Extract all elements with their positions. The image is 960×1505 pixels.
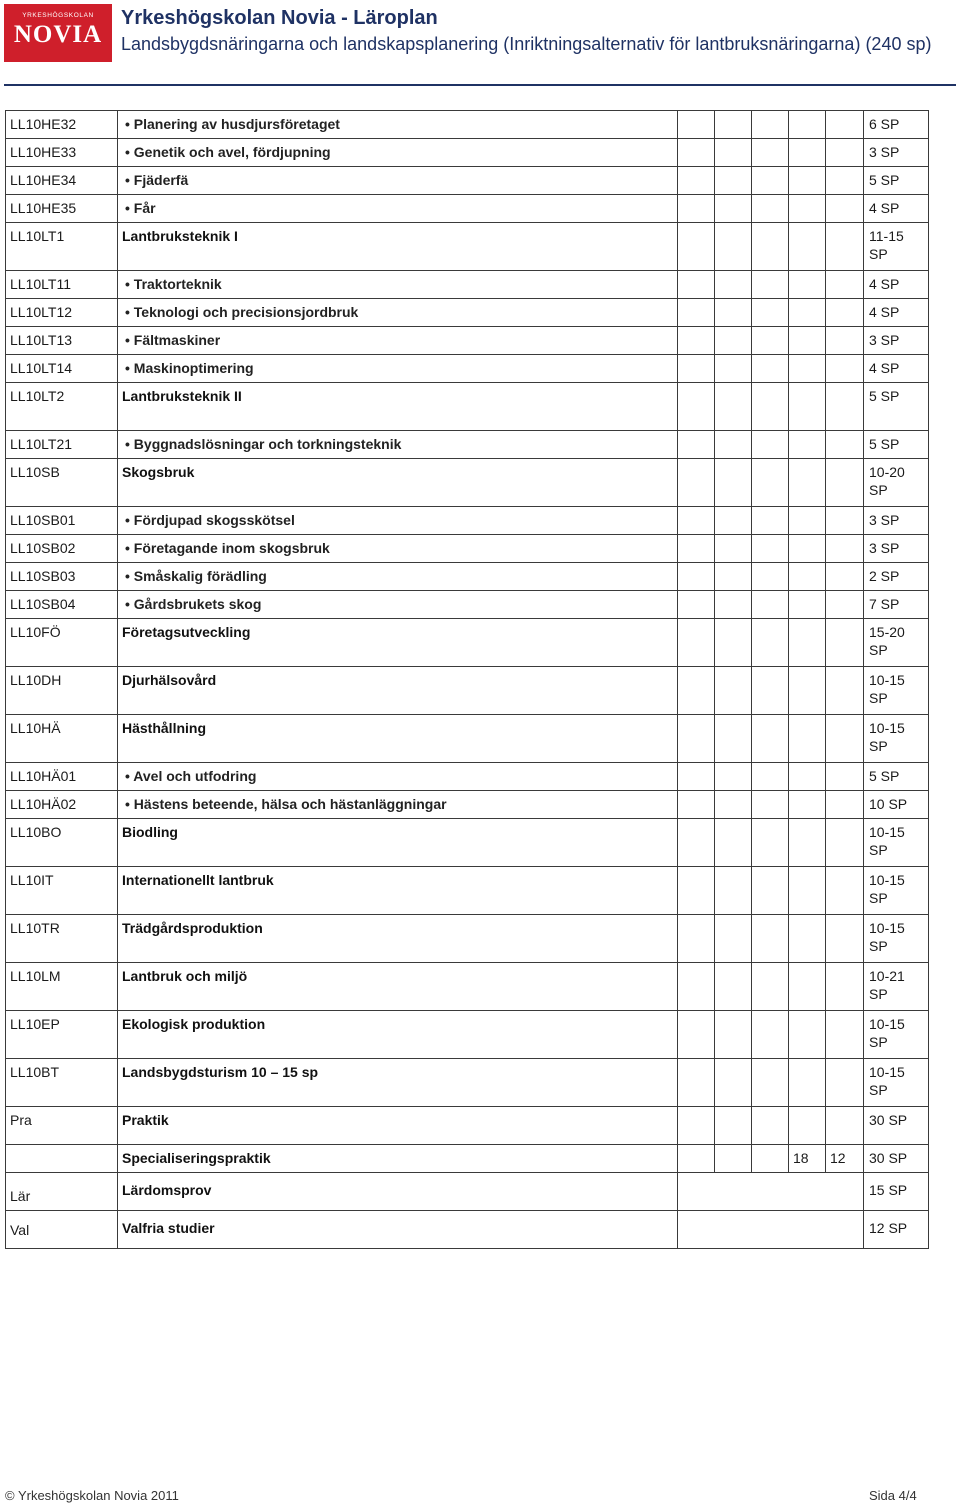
row-name: Lantbruksteknik II bbox=[118, 383, 678, 431]
semester-cell bbox=[826, 327, 864, 355]
table-row bbox=[6, 327, 929, 355]
table-row bbox=[6, 195, 929, 223]
row-code: Pra bbox=[6, 1107, 118, 1145]
semester-cell bbox=[752, 167, 789, 195]
row-name: • Hästens beteende, hälsa och hästanläggningar bbox=[118, 791, 678, 819]
semester-cell bbox=[715, 327, 752, 355]
semester-cell bbox=[678, 1145, 715, 1173]
row-code: LL10LT2 bbox=[6, 383, 118, 431]
semester-cell bbox=[678, 535, 715, 563]
table-row bbox=[6, 591, 929, 619]
semester-cell bbox=[715, 167, 752, 195]
table-row bbox=[6, 867, 929, 915]
semester-cell bbox=[826, 915, 864, 963]
semester-cell bbox=[752, 535, 789, 563]
row-credits: 10-15 SP bbox=[864, 915, 929, 963]
table-row bbox=[6, 431, 929, 459]
row-credits: 5 SP bbox=[864, 383, 929, 431]
semester-cell bbox=[826, 963, 864, 1011]
table-row bbox=[6, 1059, 929, 1107]
row-credits: 10-15 SP bbox=[864, 867, 929, 915]
row-code: LL10LT11 bbox=[6, 271, 118, 299]
semester-cell bbox=[789, 667, 826, 715]
row-code: LL10LT14 bbox=[6, 355, 118, 383]
table-row bbox=[6, 763, 929, 791]
semester-cell bbox=[789, 915, 826, 963]
semester-cell bbox=[752, 1145, 789, 1173]
semester-cell bbox=[715, 867, 752, 915]
semester-cell bbox=[678, 355, 715, 383]
semester-cell bbox=[789, 563, 826, 591]
table-row bbox=[6, 563, 929, 591]
row-name: • Gårdsbrukets skog bbox=[118, 591, 678, 619]
logo-top-text: YRKESHÖGSKOLAN bbox=[22, 12, 94, 19]
row-name: Praktik bbox=[118, 1107, 678, 1145]
semester-cell bbox=[715, 1011, 752, 1059]
row-credits: 3 SP bbox=[864, 535, 929, 563]
semester-cell bbox=[752, 383, 789, 431]
semester-cell bbox=[678, 1107, 715, 1145]
semester-cell bbox=[789, 867, 826, 915]
row-code: LL10BT bbox=[6, 1059, 118, 1107]
semester-cell bbox=[752, 867, 789, 915]
semester-cell bbox=[715, 667, 752, 715]
row-credits: 10-15 SP bbox=[864, 819, 929, 867]
semester-cell bbox=[826, 431, 864, 459]
table-row bbox=[6, 963, 929, 1011]
row-code: LL10HÄ01 bbox=[6, 763, 118, 791]
row-code: LL10HÄ bbox=[6, 715, 118, 763]
row-code: Lär bbox=[6, 1173, 118, 1211]
row-credits: 10-15 SP bbox=[864, 1059, 929, 1107]
semester-cell bbox=[826, 195, 864, 223]
row-name: • Maskinoptimering bbox=[118, 355, 678, 383]
row-code: LL10LT1 bbox=[6, 223, 118, 271]
semester-cell bbox=[678, 167, 715, 195]
row-code: Val bbox=[6, 1211, 118, 1249]
semester-cell bbox=[715, 271, 752, 299]
table-row bbox=[6, 715, 929, 763]
semester-cell bbox=[678, 1211, 864, 1249]
row-name: • Planering av husdjursföretaget bbox=[118, 111, 678, 139]
row-code: LL10HE32 bbox=[6, 111, 118, 139]
semester-value: 12 bbox=[826, 1145, 864, 1173]
semester-cell bbox=[752, 195, 789, 223]
row-credits: 5 SP bbox=[864, 167, 929, 195]
row-name: • Fördjupad skogsskötsel bbox=[118, 507, 678, 535]
row-name: Internationellt lantbruk bbox=[118, 867, 678, 915]
semester-cell bbox=[715, 383, 752, 431]
semester-cell bbox=[678, 963, 715, 1011]
semester-cell bbox=[715, 195, 752, 223]
semester-cell bbox=[826, 459, 864, 507]
table-row bbox=[6, 535, 929, 563]
semester-cell bbox=[715, 355, 752, 383]
semester-cell bbox=[789, 327, 826, 355]
table-row bbox=[6, 619, 929, 667]
row-code: LL10LT13 bbox=[6, 327, 118, 355]
semester-cell bbox=[826, 111, 864, 139]
semester-cell bbox=[752, 139, 789, 167]
row-code: LL10HE33 bbox=[6, 139, 118, 167]
row-credits: 30 SP bbox=[864, 1145, 929, 1173]
row-credits: 3 SP bbox=[864, 507, 929, 535]
row-name: • Fjäderfä bbox=[118, 167, 678, 195]
semester-cell bbox=[715, 535, 752, 563]
semester-cell bbox=[678, 383, 715, 431]
semester-cell bbox=[678, 1059, 715, 1107]
semester-cell bbox=[826, 167, 864, 195]
row-code: LL10SB02 bbox=[6, 535, 118, 563]
table-row bbox=[6, 355, 929, 383]
table-row bbox=[6, 819, 929, 867]
row-credits: 10-15 SP bbox=[864, 1011, 929, 1059]
row-name: • Byggnadslösningar och torkningsteknik bbox=[118, 431, 678, 459]
semester-cell bbox=[826, 667, 864, 715]
semester-cell bbox=[826, 1011, 864, 1059]
semester-cell bbox=[826, 383, 864, 431]
novia-logo bbox=[4, 4, 112, 62]
row-code: LL10HE34 bbox=[6, 167, 118, 195]
row-code: LL10HÄ02 bbox=[6, 791, 118, 819]
table-row bbox=[6, 139, 929, 167]
row-credits: 5 SP bbox=[864, 431, 929, 459]
semester-cell bbox=[752, 715, 789, 763]
semester-cell bbox=[789, 1107, 826, 1145]
row-credits: 3 SP bbox=[864, 139, 929, 167]
semester-cell bbox=[678, 915, 715, 963]
semester-cell bbox=[752, 563, 789, 591]
semester-cell bbox=[715, 459, 752, 507]
row-code: LL10IT bbox=[6, 867, 118, 915]
semester-cell bbox=[678, 507, 715, 535]
semester-cell bbox=[826, 507, 864, 535]
row-name: Trädgårdsproduktion bbox=[118, 915, 678, 963]
row-credits: 4 SP bbox=[864, 355, 929, 383]
semester-cell bbox=[789, 791, 826, 819]
semester-cell bbox=[678, 791, 715, 819]
row-name: • Fältmaskiner bbox=[118, 327, 678, 355]
semester-cell bbox=[678, 819, 715, 867]
document-subtitle: Landsbygdsnäringarna och landskapsplanering (Inriktningsalternativ för lantbruksnäringarna) (240 sp) bbox=[121, 34, 932, 54]
row-credits: 11-15 SP bbox=[864, 223, 929, 271]
semester-cell bbox=[752, 431, 789, 459]
semester-cell bbox=[678, 867, 715, 915]
semester-cell bbox=[715, 915, 752, 963]
row-name: Ekologisk produktion bbox=[118, 1011, 678, 1059]
semester-cell bbox=[826, 819, 864, 867]
semester-cell bbox=[752, 327, 789, 355]
row-credits: 15-20 SP bbox=[864, 619, 929, 667]
semester-cell bbox=[789, 299, 826, 327]
row-code: LL10SB03 bbox=[6, 563, 118, 591]
semester-cell bbox=[752, 619, 789, 667]
row-name: • Avel och utfodring bbox=[118, 763, 678, 791]
row-credits: 5 SP bbox=[864, 763, 929, 791]
semester-cell bbox=[826, 591, 864, 619]
semester-cell bbox=[789, 271, 826, 299]
semester-cell bbox=[826, 299, 864, 327]
semester-cell bbox=[715, 591, 752, 619]
semester-cell bbox=[789, 195, 826, 223]
logo-name-text: NOVIA bbox=[13, 21, 103, 48]
semester-cell bbox=[678, 563, 715, 591]
table-row-praktik bbox=[6, 1107, 929, 1145]
document-title: Yrkeshögskolan Novia - Läroplan bbox=[121, 7, 438, 29]
row-credits: 15 SP bbox=[864, 1173, 929, 1211]
table-row bbox=[6, 271, 929, 299]
semester-cell bbox=[789, 715, 826, 763]
semester-cell bbox=[789, 1011, 826, 1059]
table-row bbox=[6, 383, 929, 431]
semester-cell bbox=[826, 867, 864, 915]
semester-cell bbox=[678, 223, 715, 271]
semester-cell bbox=[789, 619, 826, 667]
semester-cell bbox=[678, 327, 715, 355]
footer-copyright: © Yrkeshögskolan Novia 2011 bbox=[5, 1488, 179, 1503]
semester-cell bbox=[715, 1107, 752, 1145]
table-row-lardomsprov bbox=[6, 1173, 929, 1211]
semester-cell bbox=[678, 619, 715, 667]
semester-cell bbox=[678, 431, 715, 459]
row-name: Skogsbruk bbox=[118, 459, 678, 507]
row-code: LL10SB04 bbox=[6, 591, 118, 619]
semester-cell bbox=[826, 223, 864, 271]
semester-cell bbox=[826, 271, 864, 299]
row-credits: 10 SP bbox=[864, 791, 929, 819]
semester-cell bbox=[789, 383, 826, 431]
semester-cell bbox=[715, 563, 752, 591]
semester-cell bbox=[789, 535, 826, 563]
row-code: LL10LM bbox=[6, 963, 118, 1011]
semester-cell bbox=[752, 1107, 789, 1145]
semester-cell bbox=[752, 915, 789, 963]
semester-cell bbox=[789, 139, 826, 167]
row-credits: 4 SP bbox=[864, 195, 929, 223]
row-name: Lärdomsprov bbox=[118, 1173, 678, 1211]
semester-cell bbox=[752, 111, 789, 139]
semester-cell bbox=[678, 715, 715, 763]
semester-cell bbox=[752, 299, 789, 327]
semester-cell bbox=[715, 223, 752, 271]
semester-cell bbox=[789, 819, 826, 867]
row-code: LL10EP bbox=[6, 1011, 118, 1059]
semester-cell bbox=[752, 355, 789, 383]
table-row-specialiseringspraktik bbox=[6, 1145, 929, 1173]
semester-cell bbox=[678, 1173, 864, 1211]
table-row bbox=[6, 507, 929, 535]
semester-cell bbox=[789, 111, 826, 139]
row-code: LL10LT12 bbox=[6, 299, 118, 327]
semester-cell bbox=[826, 139, 864, 167]
curriculum-table bbox=[5, 110, 929, 1249]
row-code: LL10TR bbox=[6, 915, 118, 963]
table-row bbox=[6, 299, 929, 327]
table-row bbox=[6, 459, 929, 507]
semester-cell bbox=[715, 1145, 752, 1173]
semester-cell bbox=[826, 619, 864, 667]
row-name: • Genetik och avel, fördjupning bbox=[118, 139, 678, 167]
semester-cell bbox=[752, 819, 789, 867]
semester-cell bbox=[789, 167, 826, 195]
semester-cell bbox=[678, 195, 715, 223]
semester-cell bbox=[826, 355, 864, 383]
semester-cell bbox=[826, 763, 864, 791]
semester-cell bbox=[789, 1059, 826, 1107]
semester-cell bbox=[826, 1059, 864, 1107]
semester-cell bbox=[752, 271, 789, 299]
row-name: Valfria studier bbox=[118, 1211, 678, 1249]
semester-cell bbox=[789, 591, 826, 619]
semester-cell bbox=[789, 355, 826, 383]
semester-cell bbox=[752, 791, 789, 819]
table-row bbox=[6, 915, 929, 963]
semester-cell bbox=[715, 299, 752, 327]
semester-cell bbox=[715, 619, 752, 667]
semester-cell bbox=[715, 139, 752, 167]
semester-cell bbox=[826, 1107, 864, 1145]
semester-cell bbox=[752, 507, 789, 535]
semester-cell bbox=[715, 111, 752, 139]
semester-cell bbox=[678, 299, 715, 327]
semester-cell bbox=[715, 819, 752, 867]
semester-cell bbox=[789, 963, 826, 1011]
table-row bbox=[6, 167, 929, 195]
row-code: LL10BO bbox=[6, 819, 118, 867]
footer-page-number: Sida 4/4 bbox=[869, 1488, 917, 1503]
semester-cell bbox=[715, 763, 752, 791]
semester-cell bbox=[789, 507, 826, 535]
table-row bbox=[6, 111, 929, 139]
row-credits: 3 SP bbox=[864, 327, 929, 355]
semester-cell bbox=[715, 431, 752, 459]
semester-cell bbox=[678, 111, 715, 139]
row-name: • Småskalig förädling bbox=[118, 563, 678, 591]
row-code: LL10SB01 bbox=[6, 507, 118, 535]
row-code: LL10HE35 bbox=[6, 195, 118, 223]
row-name: Lantbruksteknik I bbox=[118, 223, 678, 271]
row-name: • Traktorteknik bbox=[118, 271, 678, 299]
semester-cell bbox=[715, 507, 752, 535]
row-code: LL10DH bbox=[6, 667, 118, 715]
semester-cell bbox=[752, 963, 789, 1011]
row-credits: 7 SP bbox=[864, 591, 929, 619]
row-name: Djurhälsovård bbox=[118, 667, 678, 715]
semester-cell bbox=[678, 763, 715, 791]
semester-cell bbox=[752, 763, 789, 791]
row-credits: 10-15 SP bbox=[864, 715, 929, 763]
row-credits: 4 SP bbox=[864, 271, 929, 299]
row-code bbox=[6, 1145, 118, 1173]
semester-cell bbox=[715, 963, 752, 1011]
semester-cell bbox=[715, 1059, 752, 1107]
semester-cell bbox=[789, 763, 826, 791]
curriculum-rows bbox=[6, 111, 929, 1249]
semester-cell bbox=[752, 459, 789, 507]
semester-cell bbox=[678, 667, 715, 715]
row-code: LL10SB bbox=[6, 459, 118, 507]
semester-cell bbox=[826, 715, 864, 763]
row-credits: 10-20 SP bbox=[864, 459, 929, 507]
row-name: • Teknologi och precisionsjordbruk bbox=[118, 299, 678, 327]
row-name: Hästhållning bbox=[118, 715, 678, 763]
row-name: Specialiseringspraktik bbox=[118, 1145, 678, 1173]
semester-cell bbox=[752, 591, 789, 619]
row-credits: 10-15 SP bbox=[864, 667, 929, 715]
semester-cell bbox=[789, 431, 826, 459]
row-code: LL10LT21 bbox=[6, 431, 118, 459]
row-credits: 10-21 SP bbox=[864, 963, 929, 1011]
row-name: • Får bbox=[118, 195, 678, 223]
table-row bbox=[6, 667, 929, 715]
semester-cell bbox=[678, 1011, 715, 1059]
header-divider bbox=[4, 84, 956, 86]
semester-cell bbox=[715, 791, 752, 819]
semester-cell bbox=[678, 459, 715, 507]
semester-cell bbox=[752, 667, 789, 715]
row-name: Biodling bbox=[118, 819, 678, 867]
row-credits: 4 SP bbox=[864, 299, 929, 327]
semester-cell bbox=[789, 459, 826, 507]
row-credits: 30 SP bbox=[864, 1107, 929, 1145]
semester-cell bbox=[678, 271, 715, 299]
semester-cell bbox=[752, 1059, 789, 1107]
row-name: Företagsutveckling bbox=[118, 619, 678, 667]
semester-cell bbox=[826, 535, 864, 563]
row-credits: 6 SP bbox=[864, 111, 929, 139]
semester-cell bbox=[826, 791, 864, 819]
row-name: Lantbruk och miljö bbox=[118, 963, 678, 1011]
semester-value: 18 bbox=[789, 1145, 826, 1173]
semester-cell bbox=[752, 1011, 789, 1059]
semester-cell bbox=[789, 223, 826, 271]
table-row bbox=[6, 1011, 929, 1059]
row-name: • Företagande inom skogsbruk bbox=[118, 535, 678, 563]
table-row bbox=[6, 791, 929, 819]
row-credits: 12 SP bbox=[864, 1211, 929, 1249]
semester-cell bbox=[678, 591, 715, 619]
row-name: Landsbygdsturism 10 – 15 sp bbox=[118, 1059, 678, 1107]
table-row-valfria bbox=[6, 1211, 929, 1249]
semester-cell bbox=[715, 715, 752, 763]
semester-cell bbox=[678, 139, 715, 167]
semester-cell bbox=[752, 223, 789, 271]
semester-cell bbox=[826, 563, 864, 591]
row-code: LL10FÖ bbox=[6, 619, 118, 667]
row-credits: 2 SP bbox=[864, 563, 929, 591]
table-row bbox=[6, 223, 929, 271]
